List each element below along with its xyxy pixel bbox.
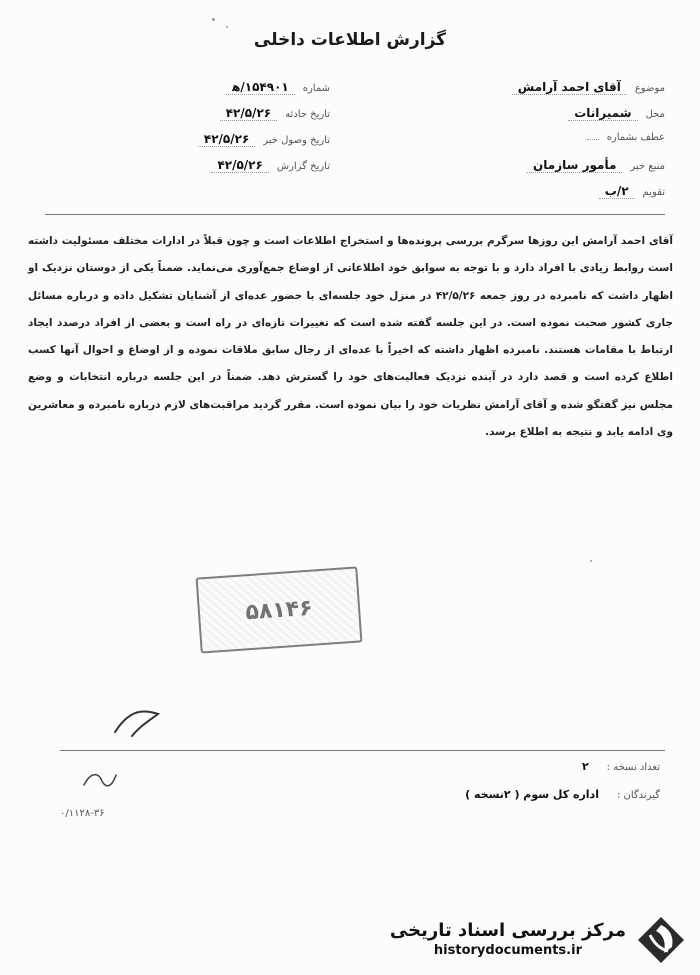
report-date-label: تاریخ گزارش <box>276 161 330 172</box>
copies-label: تعداد نسخه : <box>606 762 660 773</box>
location-label: محل <box>645 109 665 120</box>
location-row <box>365 106 665 132</box>
document-code: ۰/۱۱۲۸-۳۶ <box>60 808 105 819</box>
source-label: منبع خبر <box>630 161 665 172</box>
header-right <box>365 80 665 204</box>
watermark-url: historydocuments.ir <box>433 943 582 958</box>
receipt-date-value: ۴۲/۵/۲۶ <box>198 132 255 147</box>
number-value: ۱۵۴۹۰۱/ه‍ <box>226 80 295 95</box>
number-row <box>40 80 330 106</box>
subject-value: آقای احمد آرامش <box>512 80 627 95</box>
event-date-row <box>40 106 330 132</box>
attachment-row <box>365 132 665 158</box>
footer-block <box>330 760 660 816</box>
header-left <box>40 80 330 184</box>
attachment-label: عطف بشماره <box>606 132 665 143</box>
copies-row <box>330 760 660 788</box>
number-label: شماره <box>302 83 330 94</box>
receipt-date-row <box>40 132 330 158</box>
report-body: آقای احمد آرامش این روزها سرگرم بررسی پرونده‌ها و استخراج اطلاعات است و چون قبلاً در ادارات مختلف مسئولیت داشته است روابط زیادی با افراد دارد و با توجه به سوابق خود اطلاعاتی از اوضاع جمع‌آوری می‌نماید. ضمناً یکی از دوستان نزدیک او اظهار داشت که نامبرده در روز جمعه ۴۲/۵/۲۶ در منزل خود جلسه‌ای با حضور عده‌ای از آشنایان تشکیل داده و درباره مسائل جاری کشور صحبت نموده است. در این جلسه گفته شده است که تغییرات تازه‌ای در راه است و بعضی از افراد درصدد ایجاد ارتباط با مقامات هستند. نامبرده اظهار داشته که اخیراً با عده‌ای از رجال سابق ملاقات نموده و از اوضاع و احوال آنها کسب اطلاع کرده است و قصد دارد در آینده نزدیک فعالیت‌های خود را گسترش دهد. ضمناً در این جلسه درباره انتخابات و وضع مجلس نیز گفتگو شده و آقای آرامش نظریات خود را بیان نموده است. مقرر گردید مراقبت‌های لازم درباره نامبرده و معاشرین وی ادامه یابد و نتیجه به اطلاع برسد. <box>28 235 674 439</box>
evaluation-label: تقویم <box>642 187 665 198</box>
report-date-row <box>40 158 330 184</box>
event-date-label: تاریخ حادثه <box>285 109 330 120</box>
source-value: مأمور سازمان <box>527 158 622 173</box>
copies-value: ۲ <box>581 760 589 773</box>
evaluation-row <box>365 184 665 204</box>
recipients-label: گیرندگان : <box>616 790 660 801</box>
header-divider <box>45 214 665 215</box>
source-row <box>365 158 665 184</box>
recipients-value: اداره کل سوم ( ۲نسخه ) <box>465 788 599 801</box>
event-date-value: ۴۲/۵/۲۶ <box>220 106 277 121</box>
watermark <box>390 913 688 967</box>
recipients-row <box>330 788 660 816</box>
watermark-text <box>390 920 626 960</box>
receipt-date-label: تاریخ وصول خبر <box>263 135 330 146</box>
attachment-value <box>587 139 599 140</box>
handwritten-mark-icon <box>110 700 170 740</box>
subject-label: موضوع <box>634 83 665 94</box>
handwritten-initial-icon <box>80 765 120 795</box>
footer-divider <box>60 750 665 751</box>
report-date-value: ۴۲/۵/۲۶ <box>211 158 268 173</box>
evaluation-value: ۲/ب <box>599 184 635 199</box>
location-value: شمیرانات <box>568 106 637 121</box>
watermark-title: مرکز بررسی اسناد تاریخی <box>389 920 626 941</box>
document-title: گزارش اطلاعات داخلی <box>253 30 447 50</box>
subject-row <box>365 80 665 106</box>
archive-logo-icon <box>634 913 688 967</box>
registration-stamp: ۵۸۱۴۶ <box>196 566 363 653</box>
header-block <box>40 80 665 210</box>
